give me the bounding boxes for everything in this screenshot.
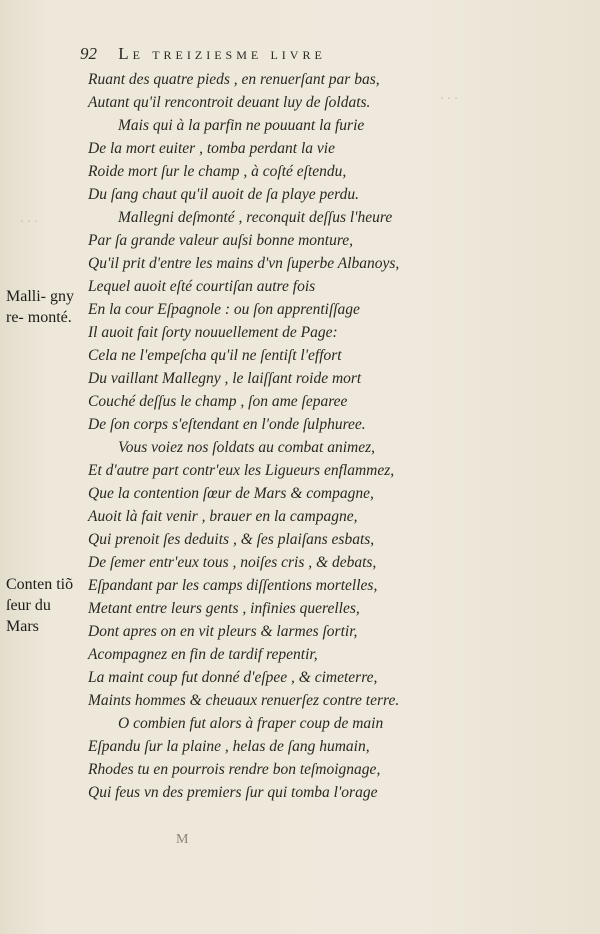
verse-line: Auoit là fait venir , brauer en la campagne, <box>88 508 358 525</box>
verse-line: De la mort euiter , tomba perdant la vie <box>88 140 335 157</box>
verse-line: Du ſang chaut qu'il auoit de ſa playe perdu. <box>88 186 359 203</box>
verse-line: Mais qui à la parfin ne pouuant la furie <box>118 117 365 134</box>
verse-line: Roide mort ſur le champ , à coſté eſtendu, <box>88 163 347 180</box>
verse-line: Par ſa grande valeur auſsi bonne monture, <box>88 232 354 249</box>
verse-line: Cela ne l'empeſcha qu'il ne ſentiſt l'effort <box>88 347 342 364</box>
verse-line: La maint coup fut donné d'eſpee , & cimeterre, <box>88 669 378 686</box>
verse-line: Metant entre leurs gents , infinies querelles, <box>88 600 360 617</box>
margin-note: Conten tiõ ſeur du Mars <box>6 576 74 635</box>
verse-line: En la cour Eſpagnole : ou ſon apprentiſſage <box>88 301 360 318</box>
verse-line: Que la contention ſœur de Mars & compagne, <box>88 485 374 502</box>
verse-line: Qu'il prit d'entre les mains d'vn ſuperbe Albanoys, <box>88 255 400 272</box>
verse-line: Couché deſſus le champ , ſon ame ſeparee <box>88 393 348 410</box>
verse-line: Acompagnez en fin de tardif repentir, <box>88 646 318 663</box>
verse-line: Qui prenoit ſes deduits , & ſes plaiſans esbats, <box>88 531 375 548</box>
verse-line: Il auoit fait ſorty nouuellement de Page: <box>88 324 338 341</box>
verse-line: Eſpandu ſur la plaine , helas de ſang humain, <box>88 738 370 755</box>
verse-line: Du vaillant Mallegny , le laiſſant roide mort <box>88 370 362 387</box>
verse-line: Qui feus vn des premiers ſur qui tomba l'orage <box>88 784 378 801</box>
verse-line: Mallegni deſmonté , reconquit deſſus l'heure <box>118 209 393 226</box>
verse-line: De ſon corps s'eſtendant en l'onde ſulphuree. <box>88 416 366 433</box>
bleed-through-text: · · · <box>20 215 38 230</box>
page-number: 92 <box>80 44 97 63</box>
verse-line: O combien fut alors à fraper coup de main <box>118 715 384 732</box>
verse-line: Dont apres on en vit pleurs & larmes ſortir, <box>88 623 358 640</box>
verse-line: Eſpandant par les camps diſſentions mortelles, <box>88 577 378 594</box>
verse-line: Vous voiez nos ſoldats au combat animez, <box>118 439 376 456</box>
verse-line: Maints hommes & cheuaux renuerſez contre terre. <box>88 692 400 709</box>
verse-line: Autant qu'il rencontroit deuant luy de ſoldats. <box>88 94 371 111</box>
verse-line: Ruant des quatre pieds , en renuerſant par bas, <box>88 71 380 88</box>
margin-note: Malli- gny re- monté. <box>6 288 74 326</box>
signature-mark: M <box>176 832 189 847</box>
bleed-through-text: · · · <box>440 92 458 107</box>
running-title: Le treiziesme livre <box>118 44 326 63</box>
verse-line: De ſemer entr'eux tous , noiſes cris , & debats, <box>88 554 377 571</box>
page-header <box>80 44 500 64</box>
verse-line: Rhodes tu en pourrois rendre bon teſmoignage, <box>88 761 381 778</box>
verse-line: Lequel auoit eſté courtiſan autre fois <box>88 278 316 295</box>
verse-line: Et d'autre part contr'eux les Ligueurs enflammez, <box>88 462 395 479</box>
